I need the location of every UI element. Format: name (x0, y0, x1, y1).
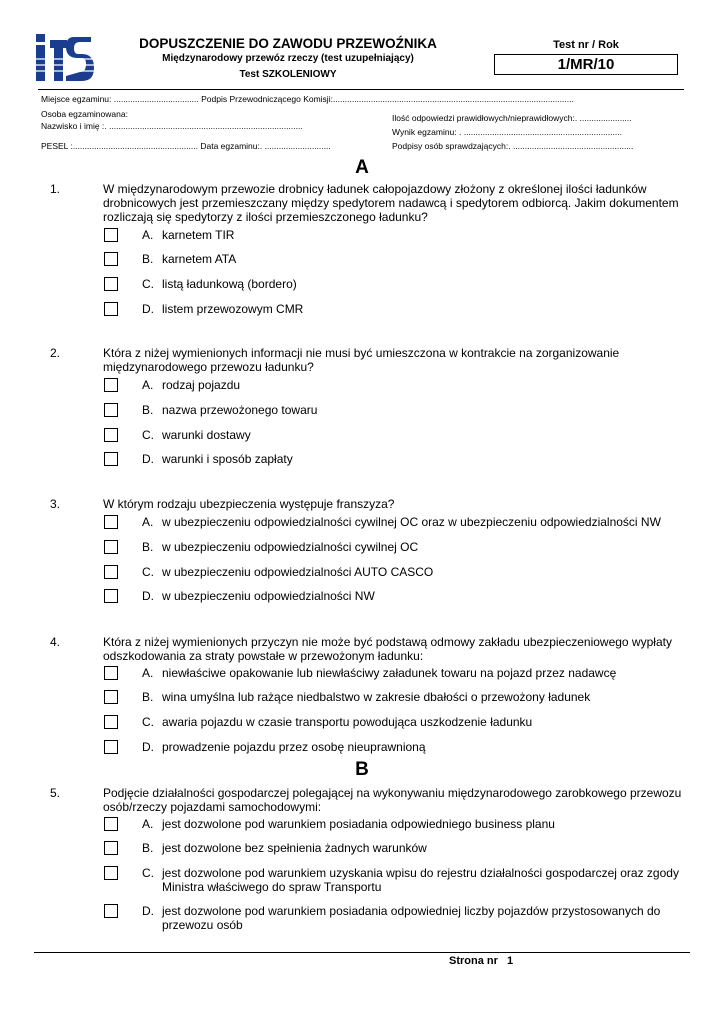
exam-result-field: Wynik egzaminu: . ................................................................... (392, 127, 622, 137)
answer-text: niewłaściwe opakowanie lub niewłaściwy załadunek towaru na pojazd przez nadawcę (162, 666, 617, 680)
question-text: W międzynarodowym przewozie drobnicy ładunek całopojazdowy złożony z określonej ilości ładunków drobnicowych jest przemieszczany między spedytorem nadawcą i spedytorem odbiorcą. Jakim dokumentem rozliczają się spedytorzy z ilości przemieszczonego ładunku? (103, 182, 679, 224)
answer-checkbox[interactable] (104, 302, 118, 316)
answer-text: listą ładunkową (bordero) (162, 277, 297, 291)
answer-letter: B. (142, 841, 154, 855)
answer-option (142, 277, 687, 291)
answer-text: w ubezpieczeniu odpowiedzialności NW (162, 589, 375, 603)
answer-option (142, 715, 687, 729)
answer-text: jest dozwolone pod warunkiem posiadania odpowiedniej liczby pojazdów przystosowanych do przewozu osób (162, 904, 661, 932)
answer-text: w ubezpieczeniu odpowiedzialności cywilnej OC (162, 540, 419, 554)
page-number: Strona nr 1 (449, 955, 514, 967)
answer-option (142, 740, 687, 754)
answer-checkbox[interactable] (104, 428, 118, 442)
section-label: B (355, 759, 369, 780)
answer-option (142, 302, 687, 316)
answer-checkbox[interactable] (104, 515, 118, 529)
answer-text: warunki i sposób zapłaty (162, 452, 293, 466)
answer-checkbox[interactable] (104, 690, 118, 704)
answer-checkbox[interactable] (104, 666, 118, 680)
question-text: W którym rodzaju ubezpieczenia występuje franszyza? (103, 497, 395, 511)
answer-option (142, 866, 687, 894)
answer-letter: B. (142, 252, 154, 266)
answer-checkbox[interactable] (104, 378, 118, 392)
question-number: 1. (50, 182, 61, 196)
header-divider (38, 89, 684, 90)
answer-text: jest dozwolone bez spełnienia żadnych warunków (162, 841, 427, 855)
answer-letter: A. (142, 228, 154, 242)
pesel-date-field: PESEL :..................................................... Data egzaminu:. ............................ (41, 141, 331, 151)
question-text: Podjęcie działalności gospodarczej polegającej na wykonywaniu międzynarodowego zarobkowego przewozu osób/rzeczy pojazdami samochodowymi: (103, 786, 682, 814)
question-number: 4. (50, 635, 61, 649)
answer-option (142, 817, 687, 831)
answer-checkbox[interactable] (104, 740, 118, 754)
answer-letter: D. (142, 452, 154, 466)
question-number: 3. (50, 497, 61, 511)
answer-option (142, 428, 687, 442)
answer-letter: A. (142, 378, 154, 392)
answer-text: jest dozwolone pod warunkiem uzyskania wpisu do rejestru działalności gospodarczej oraz zgody Ministra właściwego do spraw Transportu (162, 866, 679, 894)
name-field: Nazwisko i imię :. .................................................................................. (41, 121, 303, 131)
answer-checkbox[interactable] (104, 589, 118, 603)
signatures-field: Podpisy osób sprawdzających:. ................................................... (392, 141, 634, 151)
answer-checkbox[interactable] (104, 904, 118, 918)
answer-option (142, 452, 687, 466)
answer-text: wina umyślna lub rażące niedbalstwo w zakresie dbałości o przewożony ładunek (162, 690, 591, 704)
answer-checkbox[interactable] (104, 866, 118, 880)
answer-letter: D. (142, 904, 154, 918)
answer-text: listem przewozowym CMR (162, 302, 304, 316)
answer-option (142, 565, 687, 579)
answer-option (142, 403, 687, 417)
answer-letter: A. (142, 817, 154, 831)
answer-option (142, 589, 687, 603)
answer-letter: C. (142, 565, 154, 579)
its-logo (36, 34, 94, 84)
examinee-label: Osoba egzaminowana: (41, 109, 128, 119)
answer-option (142, 252, 687, 266)
answer-text: awaria pojazdu w czasie transportu powodująca uszkodzenie ładunku (162, 715, 533, 729)
answer-checkbox[interactable] (104, 540, 118, 554)
answer-checkbox[interactable] (104, 565, 118, 579)
answer-letter: C. (142, 277, 154, 291)
exam-place-field: Miejsce egzaminu: .................................... Podpis Przewodniczącego Komisji:...................................................................................................... (41, 94, 574, 104)
question-text: Która z niżej wymienionych informacji nie musi być umieszczona w kontrakcie na zorganizowanie międzynarodowego przewozu ładunku? (103, 346, 620, 374)
answer-letter: D. (142, 302, 154, 316)
answer-letter: D. (142, 740, 154, 754)
answer-letter: C. (142, 715, 154, 729)
answer-text: w ubezpieczeniu odpowiedzialności AUTO CASCO (162, 565, 434, 579)
answer-text: prowadzenie pojazdu przez osobę nieuprawnioną (162, 740, 426, 754)
answer-checkbox[interactable] (104, 403, 118, 417)
test-number-label: Test nr / Rok (553, 39, 619, 51)
answer-text: nazwa przewożonego towaru (162, 403, 318, 417)
footer-divider (34, 952, 690, 953)
test-number-box: 1/MR/10 (494, 54, 678, 75)
question-number: 5. (50, 786, 61, 800)
answer-option (142, 378, 687, 392)
answer-letter: A. (142, 666, 154, 680)
answer-text: jest dozwolone pod warunkiem posiadania odpowiedniego business planu (162, 817, 555, 831)
answer-letter: B. (142, 690, 154, 704)
answer-option (142, 841, 687, 855)
answer-checkbox[interactable] (104, 841, 118, 855)
answer-checkbox[interactable] (104, 715, 118, 729)
answer-text: rodzaj pojazdu (162, 378, 241, 392)
answer-letter: D. (142, 589, 154, 603)
answer-option (142, 904, 687, 932)
answer-text: karnetem TIR (162, 228, 235, 242)
test-type: Test SZKOLENIOWY (239, 69, 337, 80)
answer-text: warunki dostawy (162, 428, 251, 442)
answer-option (142, 666, 687, 680)
question-number: 2. (50, 346, 61, 360)
answer-letter: C. (142, 866, 154, 880)
answer-checkbox[interactable] (104, 452, 118, 466)
answer-checkbox[interactable] (104, 252, 118, 266)
document-title: DOPUSZCZENIE DO ZAWODU PRZEWOŹNIKA (139, 36, 437, 51)
question-text: Która z niżej wymienionych przyczyn nie może być podstawą odmowy zakładu ubezpieczeniowego wypłaty odszkodowania za straty powstałe w przewożonym ładunku: (103, 635, 672, 663)
answer-option (142, 690, 687, 704)
document-subtitle: Międzynarodowy przewóz rzeczy (test uzupełniający) (162, 53, 414, 64)
answer-letter: B. (142, 540, 154, 554)
answer-option (142, 515, 687, 529)
answers-count-field: Ilość odpowiedzi prawidłowych/nieprawidłowych:. ...................... (392, 113, 632, 123)
answer-letter: A. (142, 515, 154, 529)
answer-letter: C. (142, 428, 154, 442)
answer-option (142, 540, 687, 554)
answer-option (142, 228, 687, 242)
answer-text: w ubezpieczeniu odpowiedzialności cywilnej OC oraz w ubezpieczeniu odpowiedzialności NW (162, 515, 661, 529)
section-label: A (355, 157, 369, 178)
answer-text: karnetem ATA (162, 252, 237, 266)
answer-checkbox[interactable] (104, 277, 118, 291)
answer-checkbox[interactable] (104, 817, 118, 831)
answer-letter: B. (142, 403, 154, 417)
answer-checkbox[interactable] (104, 228, 118, 242)
